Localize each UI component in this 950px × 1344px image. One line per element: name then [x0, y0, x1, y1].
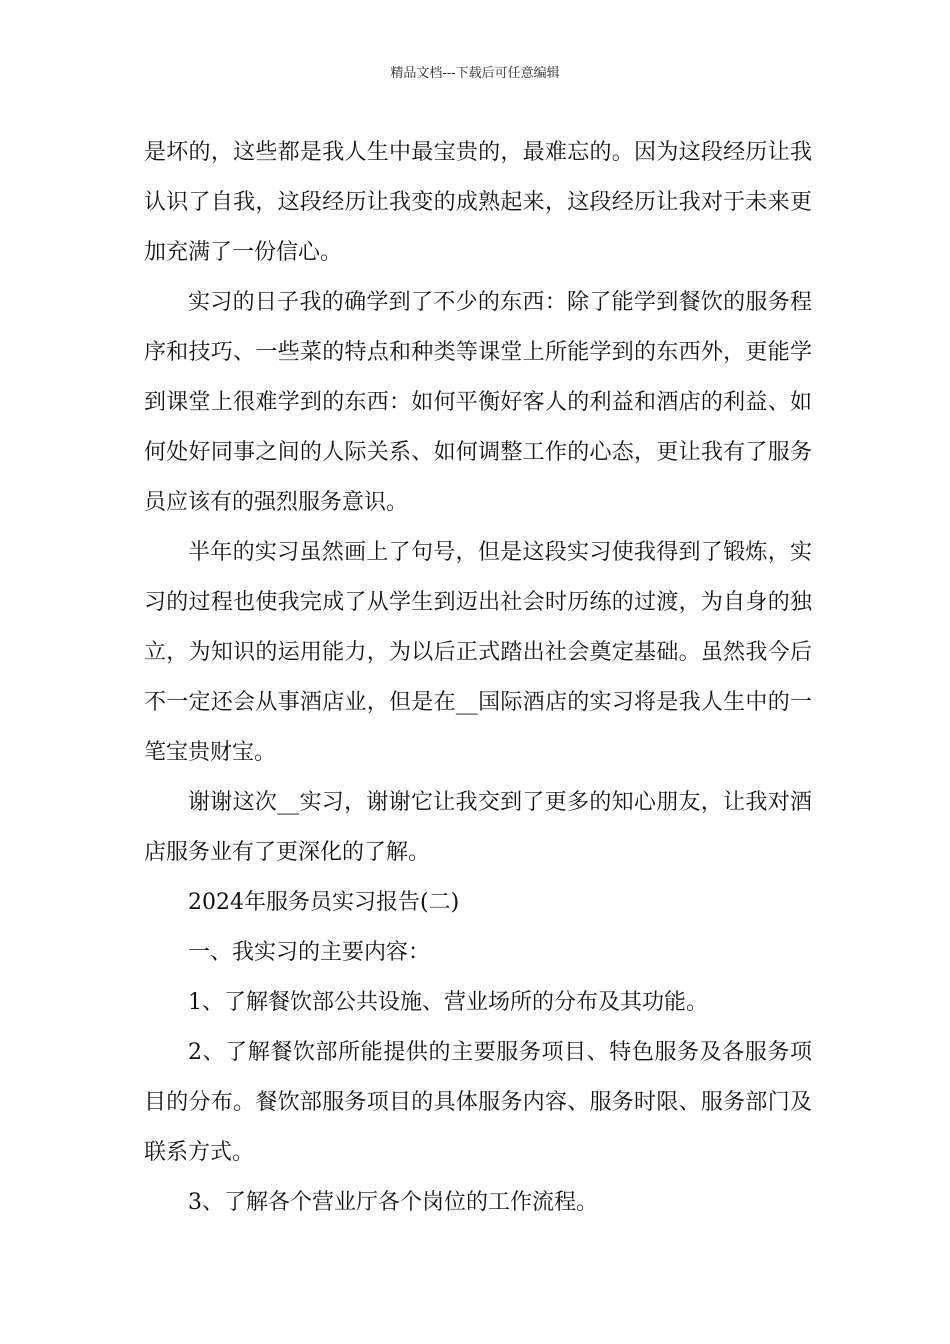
paragraph-3: 半年的实习虽然画上了句号，但是这段实习使我得到了锻炼，实习的过程也使我完成了从学生到迈出社会时历练的过渡，为自身的独立，为知识的运用能力，为以后正式踏出社会奠定基础。虽然我今后不一定还会从事酒店业，但是在__国际酒店的实习将是我人生中的一笔宝贵财宝。 [144, 540, 812, 765]
paragraph-1: 是坏的，这些都是我人生中最宝贵的，最难忘的。因为这段经历让我认识了自我，这段经历让我变的成熟起来，这段经历让我对于未来更加充满了一份信心。 [144, 140, 812, 265]
list-item-1: 1、了解餐饮部公共设施、营业场所的分布及其功能。 [188, 990, 708, 1015]
section-title: 2024年服务员实习报告(二) [188, 890, 460, 915]
document-body [144, 128, 812, 1228]
subsection-heading: 一、我实习的主要内容： [188, 940, 431, 965]
list-item-3: 3、了解各个营业厅各个岗位的工作流程。 [188, 1190, 598, 1215]
paragraph-4: 谢谢这次__实习，谢谢它让我交到了更多的知心朋友，让我对酒店服务业有了更深化的了解。 [144, 790, 812, 865]
paragraph-2: 实习的日子我的确学到了不少的东西：除了能学到餐饮的服务程序和技巧、一些菜的特点和种类等课堂上所能学到的东西外，更能学到课堂上很难学到的东西：如何平衡好客人的利益和酒店的利益、如何处好同事之间的人际关系、如何调整工作的心态，更让我有了服务员应该有的强烈服务意识。 [144, 290, 812, 515]
list-item-2: 2、了解餐饮部所能提供的主要服务项目、特色服务及各服务项目的分布。餐饮部服务项目的具体服务内容、服务时限、服务部门及联系方式。 [144, 1040, 812, 1165]
page-header: 精品文档---下载后可任意编辑 [390, 66, 560, 81]
